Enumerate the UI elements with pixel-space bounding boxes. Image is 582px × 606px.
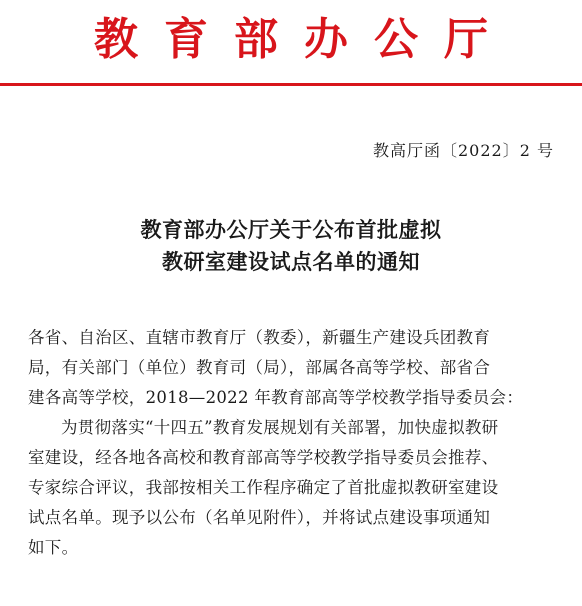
body-line: 建各高等学校，2018—2022 年教育部高等学校教学指导委员会： (28, 388, 524, 407)
body-line: 如下。 (28, 538, 79, 557)
letterhead-title: 教育部办公厅 (94, 14, 514, 65)
body-line: 室建设，经各地各高校和教育部高等学校教学指导委员会推荐、 (28, 448, 499, 467)
document-body (28, 323, 568, 563)
body-line: 试点名单。现予以公布（名单见附件），并将试点建设事项通知 (28, 508, 491, 527)
body-line: 各省、自治区、直辖市教育厅（教委），新疆生产建设兵团教育 (28, 328, 491, 347)
document-title-line: 教研室建设试点名单的通知 (162, 250, 420, 274)
document-title (0, 214, 582, 278)
document-number: 教高厅函〔2022〕2 号 (373, 141, 554, 160)
letterhead-red-rule (0, 83, 582, 86)
body-line: 专家综合评议，我部按相关工作程序确定了首批虚拟教研室建设 (28, 478, 499, 497)
document-title-line: 教育部办公厅关于公布首批虚拟 (140, 218, 442, 242)
body-line: 为贯彻落实“十四五”教育发展规划有关部署，加快虚拟教研 (61, 418, 499, 437)
body-line: 局，有关部门（单位）教育司（局），部属各高等学校、部省合 (28, 358, 491, 377)
